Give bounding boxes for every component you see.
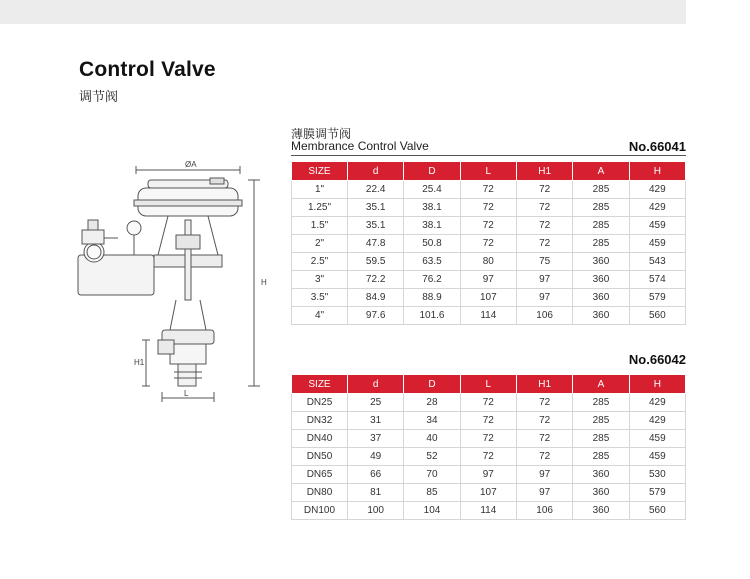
dimension-cell: 97 [516,289,572,307]
dimension-cell: 37 [348,430,404,448]
table1-title-en: Membrance Control Valve [291,139,429,153]
dimension-cell: 75 [516,253,572,271]
label-l: L [184,389,189,398]
dimension-cell: 72 [460,394,516,412]
size-cell: DN40 [292,430,348,448]
table-header-row [292,375,686,394]
dimension-cell: 429 [629,412,685,430]
size-cell: DN80 [292,484,348,502]
dimension-cell: 22.4 [348,181,404,199]
dimension-cell: 429 [629,394,685,412]
size-cell: 1.25" [292,199,348,217]
table-row [292,466,686,484]
dimension-cell: 360 [573,466,629,484]
dimension-cell: 88.9 [404,289,460,307]
dimension-cell: 28 [404,394,460,412]
dimension-cell: 97 [516,484,572,502]
valve-body [170,344,206,364]
dimension-cell: 285 [573,448,629,466]
dimension-cell: 285 [573,199,629,217]
dimension-cell: 85 [404,484,460,502]
size-cell: DN32 [292,412,348,430]
dimension-cell: 72 [516,199,572,217]
dimension-cell: 72 [516,394,572,412]
table1-divider [291,155,686,156]
dimension-cell: 47.8 [348,235,404,253]
dimension-cell: 81 [348,484,404,502]
dimension-cell: 84.9 [348,289,404,307]
column-header: d [348,162,404,181]
dimension-cell: 560 [629,307,685,325]
column-header: D [404,375,460,394]
dimension-cell: 72 [516,430,572,448]
size-cell: 4" [292,307,348,325]
dimension-cell: 285 [573,394,629,412]
dimension-cell: 106 [516,502,572,520]
valve-stem [185,220,191,300]
table2-model-number: No.66042 [628,352,686,367]
top-banner [0,0,686,24]
dimension-cell: 34 [404,412,460,430]
table-row [292,217,686,235]
dimension-cell: 530 [629,466,685,484]
dimension-cell: 76.2 [404,271,460,289]
table-row [292,448,686,466]
column-header: D [404,162,460,181]
air-regulator [82,230,104,244]
table-row [292,430,686,448]
dimension-cell: 543 [629,253,685,271]
dimension-cell: 97 [516,271,572,289]
dimension-cell: 574 [629,271,685,289]
dimension-cell: 72 [460,430,516,448]
page-subtitle: 调节阀 [79,89,119,104]
dimension-cell: 52 [404,448,460,466]
dimension-cell: 429 [629,181,685,199]
dimension-cell: 560 [629,502,685,520]
dimension-cell: 97.6 [348,307,404,325]
size-cell: 1" [292,181,348,199]
table-row [292,484,686,502]
dimension-cell: 459 [629,217,685,235]
dimension-cell: 285 [573,217,629,235]
dimension-cell: 101.6 [404,307,460,325]
dimension-cell: 360 [573,271,629,289]
dimension-cell: 459 [629,430,685,448]
table-row [292,199,686,217]
column-header: d [348,375,404,394]
size-cell: 3.5" [292,289,348,307]
page-title: Control Valve [79,58,216,81]
column-header: H1 [516,375,572,394]
label-h: H [261,278,267,287]
table-row [292,289,686,307]
label-oa: ØA [185,160,197,169]
dimension-cell: 59.5 [348,253,404,271]
dimension-cell: 72 [460,448,516,466]
dimension-cell: 285 [573,235,629,253]
size-cell: 2" [292,235,348,253]
dimension-cell: 72 [460,235,516,253]
dimension-cell: 114 [460,502,516,520]
table-row [292,181,686,199]
dimension-cell: 66 [348,466,404,484]
table-row [292,271,686,289]
dimension-cell: 579 [629,484,685,502]
column-header: L [460,375,516,394]
column-header: A [573,375,629,394]
dimension-cell: 50.8 [404,235,460,253]
dimension-cell: 360 [573,289,629,307]
dimension-cell: 360 [573,307,629,325]
column-header: H [629,162,685,181]
table1-model-number: No.66041 [628,139,686,154]
dimension-cell: 72 [516,181,572,199]
label-h1: H1 [134,358,145,367]
size-cell: 2.5" [292,253,348,271]
dimension-cell: 35.1 [348,217,404,235]
dimension-cell: 80 [460,253,516,271]
dimension-cell: 72 [516,412,572,430]
dimension-cell: 114 [460,307,516,325]
table-row [292,235,686,253]
dimension-cell: 72.2 [348,271,404,289]
spec-table-66041 [291,161,686,325]
dimension-cell: 25 [348,394,404,412]
control-valve-drawing [58,160,278,405]
column-header: L [460,162,516,181]
dimension-cell: 31 [348,412,404,430]
size-cell: 3" [292,271,348,289]
table-row [292,253,686,271]
dimension-cell: 360 [573,502,629,520]
table-header-row [292,162,686,181]
dimension-cell: 72 [460,181,516,199]
column-header: SIZE [292,375,348,394]
dimension-cell: 38.1 [404,217,460,235]
dimension-cell: 107 [460,289,516,307]
dimension-cell: 360 [573,484,629,502]
dimension-cell: 459 [629,235,685,253]
table-row [292,394,686,412]
dimension-cell: 70 [404,466,460,484]
column-header: H1 [516,162,572,181]
dimension-cell: 97 [460,466,516,484]
table-row [292,412,686,430]
spec-table-66042 [291,374,686,520]
column-header: H [629,375,685,394]
dimension-cell: 429 [629,199,685,217]
valve-outlet [178,364,196,386]
dimension-cell: 579 [629,289,685,307]
size-cell: DN25 [292,394,348,412]
dimension-cell: 97 [460,271,516,289]
dimension-cell: 72 [516,448,572,466]
dimension-cell: 72 [516,217,572,235]
dimension-cell: 38.1 [404,199,460,217]
table-row [292,307,686,325]
dimension-cell: 25.4 [404,181,460,199]
supply-gauge [127,221,141,235]
size-cell: DN50 [292,448,348,466]
dimension-cell: 97 [516,466,572,484]
dimension-cell: 40 [404,430,460,448]
dimension-cell: 360 [573,253,629,271]
size-cell: 1.5" [292,217,348,235]
dimension-cell: 72 [460,412,516,430]
dimension-cell: 107 [460,484,516,502]
dimension-cell: 72 [516,235,572,253]
table1-title-zh: 薄膜调节阀 [291,127,352,141]
dimension-cell: 72 [460,199,516,217]
dimension-cell: 72 [460,217,516,235]
dimension-cell: 63.5 [404,253,460,271]
dimension-cell: 285 [573,430,629,448]
dimension-cell: 100 [348,502,404,520]
dimension-cell: 106 [516,307,572,325]
column-header: A [573,162,629,181]
dimension-cell: 459 [629,448,685,466]
dimension-cell: 35.1 [348,199,404,217]
dimension-cell: 285 [573,181,629,199]
dimension-cell: 104 [404,502,460,520]
dimension-cell: 285 [573,412,629,430]
table-row [292,502,686,520]
size-cell: DN100 [292,502,348,520]
size-cell: DN65 [292,466,348,484]
column-header: SIZE [292,162,348,181]
dimension-cell: 49 [348,448,404,466]
